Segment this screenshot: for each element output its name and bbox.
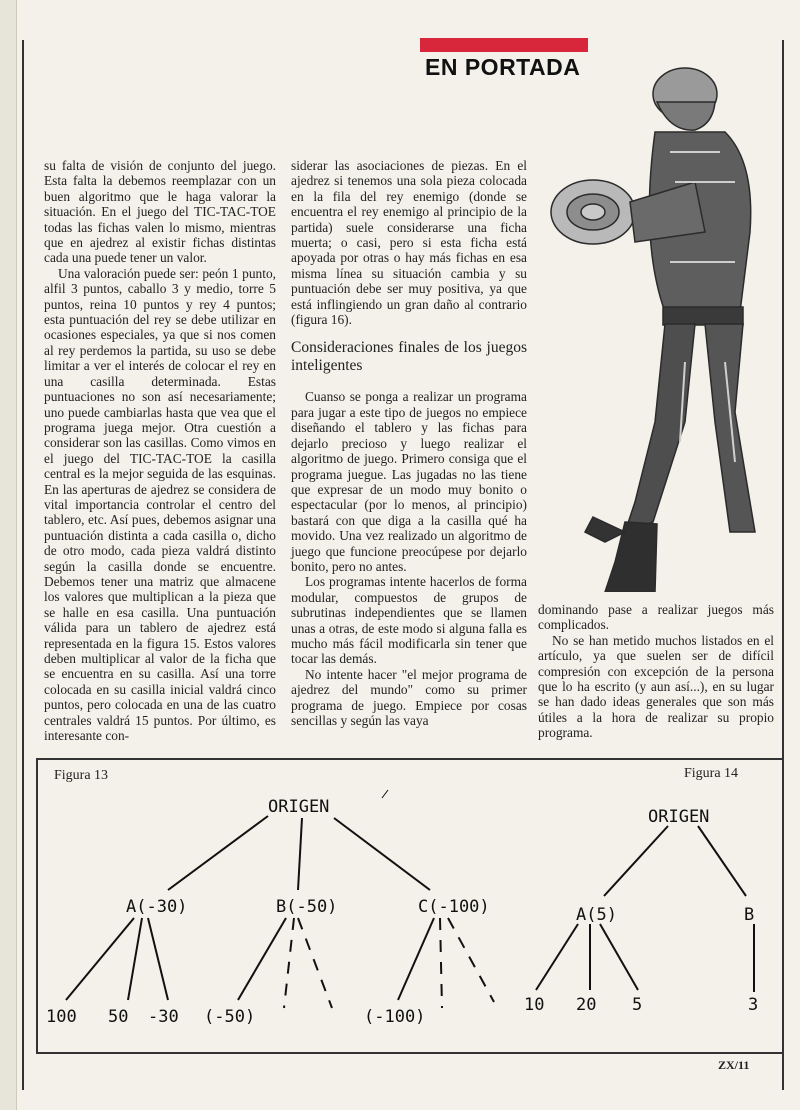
paragraph: No intente hacer "el mejor programa de ajedrez del mundo" como su primer programa de juego. Empiece por cosas sencillas y según las vaya	[291, 666, 527, 728]
tree-leaf: 10	[524, 995, 545, 1015]
tree-node-c: C(-100)	[418, 897, 490, 917]
figures-box	[36, 758, 784, 1054]
tree-node-b: B(-50)	[276, 897, 338, 917]
tree-root-13: ORIGEN	[268, 797, 330, 817]
tree-node-a: A(5)	[576, 905, 617, 925]
article-column-1	[44, 158, 276, 743]
tree-leaf: 20	[576, 995, 597, 1015]
article-column-3	[538, 602, 774, 741]
game-tree-diagrams	[38, 760, 782, 1052]
tree-leaf: 3	[748, 995, 759, 1015]
section-color-bar	[420, 38, 588, 52]
tree-node-a: A(-30)	[126, 897, 188, 917]
tree-leaf: 5	[632, 995, 643, 1015]
tree-leaf: (-50)	[204, 1007, 256, 1027]
paragraph: su falta de visión de conjunto del juego. Esta falta la debemos reemplazar con un buen algoritmo que le haga valorar la situación. En el juego del TIC-TAC-TOE todas las fichas valen lo mismo, mientras que en ajedrez al existir fichas distintas cada una puede tener un valor.	[44, 158, 276, 266]
paragraph: Los programas intente hacerlos de forma modular, compuestos de grupos de subrutinas independientes que se llamen unas a otras, de este modo si alguna falla es mucho más fácil modificarla sin tener que tocar las demás.	[291, 574, 527, 667]
cover-figure-illustration	[545, 62, 775, 592]
paragraph: Cuanso se ponga a realizar un programa para jugar a este tipo de juegos no empiece diseñando el tablero y las fichas para dejarlo precioso y luego realizar el algoritmo de juego. Primero consiga que el programa juegue. Las jugadas no las tiene que expresar de un modo muy bonito o espectacular (por lo menos, al principio) bastará con que diga a la casilla qué ha movido. Una vez realizado un algoritmo de juego que funcione preocúpese por dejarlo bonito, pero no antes.	[291, 389, 527, 574]
tree-root-14: ORIGEN	[648, 807, 710, 827]
figure-13-label: Figura 13	[54, 768, 109, 783]
tree-leaf: -30	[148, 1007, 179, 1027]
section-heading: Consideraciones finales de los juegos inteligentes	[291, 339, 527, 375]
page-number: ZX/11	[718, 1058, 750, 1072]
paragraph: Una valoración puede ser: peón 1 punto, alfil 3 puntos, caballo 3 y medio, torre 5 puntos, reina 10 puntos y rey 4 puntos; esta puntuación del rey se debe utilizar en ocasiones especiales, ya que si nos comen al rey perdemos la partida, su uso se debe limitar a ver el interés de colocar el rey en una casilla determinada. Estas puntuaciones no son así necesariamente; uno puede cambiarlas hasta que vea que el programa juega mejor. Otra cuestión a considerar son las casillas. Como vimos en el juego del TIC-TAC-TOE la casilla central es la mejor seguida de las esquinas. En las aperturas de ajedrez se considera de vital importancia controlar el centro del tablero, etc. Así pues, debemos asignar una puntuación distinta a cada casilla o, dicho de otro modo, cada pieza valdrá distinto según la casilla donde se encuentre. Debemos tener una matriz que almacene los valores que multiplican a la pieza que se halle en esa casilla. Una puntuación válida para un tablero de ajedrez está representada en la figura 15. Estos valores deben multiplicar al valor de la ficha que se encuentra en su casilla. Así una torre colocada en su casilla inicial valdrá cinco puntos, pero colocada en una de las cuatro centrales valdrá 15 puntos. Por último, es interesante con-	[44, 265, 276, 744]
figure-14-label: Figura 14	[684, 766, 739, 781]
tree-leaf: (-100)	[364, 1007, 426, 1027]
tree-leaf: 50	[108, 1007, 129, 1027]
paragraph: No se han metido muchos listados en el artículo, ya que suelen ser de difícil compresión con excepción de la persona que lo ha escrito (y aun así...), en su lugar se han dado ideas generales que son más útiles a la hora de realizar su propio programa.	[538, 632, 774, 741]
paragraph: dominando pase a realizar juegos más complicados.	[538, 602, 774, 633]
paragraph: siderar las asociaciones de piezas. En el ajedrez si tenemos una sola pieza colocada en la fila del rey enemigo (donde se encuentra el rey enemigo al principio de la partida) suele considerarse una ficha muerta; o casi, pero si esta ficha está apoyada por otras o hay más fichas en esa misma línea su situación cambia y su puntuación debe ser muy positiva, ya que está inflingiendo un gran daño al contrario (figura 16).	[291, 158, 527, 328]
article-column-2	[291, 158, 527, 728]
page-edge	[0, 0, 17, 1110]
section-title: EN PORTADA	[425, 54, 581, 80]
tree-leaf: 100	[46, 1007, 77, 1027]
tree-node-b: B	[744, 905, 755, 925]
